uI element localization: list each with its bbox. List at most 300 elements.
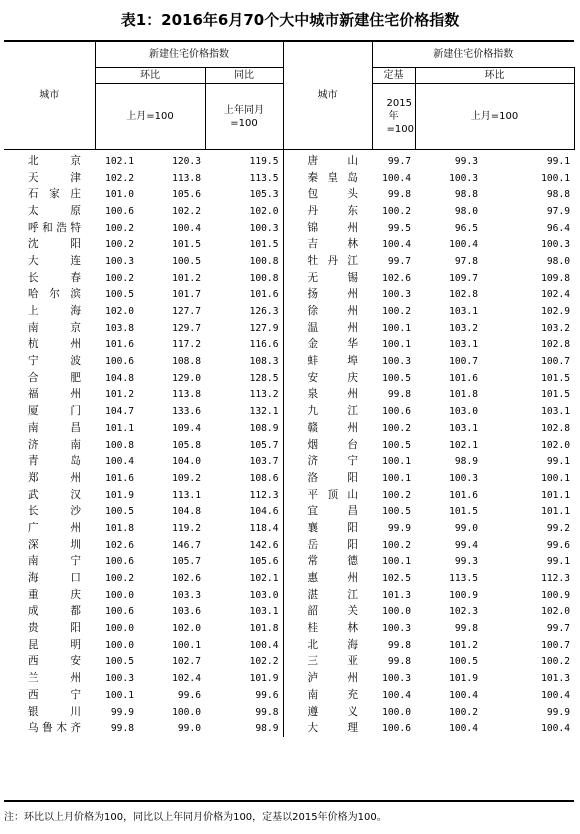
city-cell: 宜昌: [283, 503, 372, 520]
city-cell: 成都: [28, 605, 81, 618]
city-cell: 南昌: [28, 421, 81, 434]
yoy-cell: 101.7: [172, 289, 201, 301]
mom-cell: 100.2: [105, 573, 134, 585]
city-cell: 青岛: [28, 455, 81, 468]
mom-cell: 100.5: [105, 656, 134, 668]
yoy-cell: 102.4: [172, 673, 201, 685]
mom-cell: 100.0: [105, 639, 134, 651]
city-cell: 泸州: [283, 670, 372, 687]
table-body: [4, 150, 574, 738]
city-cell: 银川: [28, 705, 81, 718]
city-cell: 三亚: [283, 654, 372, 671]
col-header-city-right: 城市: [283, 42, 372, 150]
city-cell: 长沙: [28, 505, 81, 518]
mom-cell: 101.6: [105, 472, 134, 484]
mom-cell: 99.7: [387, 155, 411, 167]
table-row: [4, 587, 574, 604]
yoy-cell: 103.1: [449, 422, 478, 434]
fixed-cell: 113.5: [249, 172, 279, 184]
price-index-table: [4, 42, 574, 737]
table-row: [4, 687, 574, 704]
mom-cell: 100.2: [105, 272, 134, 284]
table-row: [4, 387, 574, 404]
yoy-cell: 117.2: [172, 339, 201, 351]
yoy-cell: 100.4: [449, 723, 478, 735]
yoy-cell: 100.4: [449, 689, 478, 701]
yoy-cell: 101.2: [172, 272, 201, 284]
mom-cell: 100.2: [105, 222, 134, 234]
mom-cell: 100.4: [382, 172, 411, 184]
mom-cell: 100.5: [382, 439, 411, 451]
yoy-cell: 100.9: [449, 589, 478, 601]
mom-cell: 102.1: [105, 155, 134, 167]
fixed-cell: 101.1: [541, 506, 571, 518]
city-cell: 襄阳: [283, 520, 372, 537]
yoy-cell: 99.0: [177, 723, 201, 735]
city-cell: 海口: [28, 572, 81, 585]
yoy-cell: 103.3: [172, 589, 201, 601]
fixed-cell: 99.9: [546, 706, 571, 718]
mom-cell: 99.8: [387, 639, 411, 651]
yoy-cell: 100.3: [449, 172, 478, 184]
fixed-cell: 105.6: [249, 556, 279, 568]
yoy-cell: 101.8: [449, 389, 478, 401]
table-row: [4, 570, 574, 587]
city-cell: 秦皇岛: [283, 170, 372, 187]
yoy-cell: 102.8: [449, 289, 478, 301]
yoy-cell: 98.8: [454, 189, 478, 201]
fixed-cell: 101.1: [541, 489, 571, 501]
mom-cell: 100.4: [105, 456, 134, 468]
fixed-cell: 101.5: [541, 389, 571, 401]
city-cell: 金华: [283, 337, 372, 354]
mom-cell: 100.3: [382, 623, 411, 635]
fixed-cell: 105.3: [249, 189, 279, 201]
table-row: [4, 537, 574, 554]
fixed-cell: 100.3: [249, 222, 279, 234]
table-row: [4, 637, 574, 654]
yoy-cell: 100.3: [449, 472, 478, 484]
fixed-cell: 101.9: [249, 673, 279, 685]
yoy-cell: 101.6: [449, 489, 478, 501]
fixed-cell: 101.5: [541, 372, 571, 384]
city-cell: 上海: [28, 305, 81, 318]
table-row: [4, 604, 574, 621]
mom-cell: 101.6: [105, 339, 134, 351]
city-cell: 沈阳: [28, 238, 81, 251]
fixed-cell: 101.6: [249, 289, 279, 301]
fixed-cell: 100.2: [541, 656, 571, 668]
mom-cell: 100.1: [382, 472, 411, 484]
table-row: [4, 170, 574, 187]
yoy-cell: 101.2: [449, 639, 478, 651]
mom-cell: 100.0: [382, 706, 411, 718]
mom-cell: 100.2: [382, 306, 411, 318]
table-title: 表1：2016年6月70个大中城市新建住宅价格指数: [120, 11, 460, 29]
city-cell: 洛阳: [283, 470, 372, 487]
mom-cell: 100.5: [105, 289, 134, 301]
city-cell: 南充: [283, 687, 372, 704]
col-group-header-right: 新建住宅价格指数: [372, 42, 574, 68]
fixed-cell: 105.7: [249, 439, 279, 451]
city-cell: 天津: [28, 171, 81, 184]
yoy-cell: 105.6: [172, 189, 201, 201]
yoy-cell: 102.1: [449, 439, 478, 451]
fixed-cell: 108.3: [249, 356, 279, 368]
col-header-yoy-left: 同比: [205, 68, 283, 84]
fixed-cell: 99.7: [546, 623, 571, 635]
mom-cell: 101.3: [382, 589, 411, 601]
yoy-cell: 98.0: [454, 205, 478, 217]
yoy-cell: 100.4: [172, 222, 201, 234]
fixed-cell: 103.0: [249, 589, 279, 601]
mom-cell: 100.3: [105, 255, 134, 267]
city-cell: 蚌埠: [283, 353, 372, 370]
yoy-cell: 96.5: [454, 222, 478, 234]
mom-cell: 100.2: [382, 422, 411, 434]
city-cell: 杭州: [28, 338, 81, 351]
yoy-cell: 100.1: [172, 639, 201, 651]
mom-cell: 103.8: [105, 322, 134, 334]
yoy-cell: 102.2: [172, 205, 201, 217]
city-cell: 厦门: [28, 405, 81, 418]
mom-cell: 100.1: [382, 556, 411, 568]
table-row: [4, 150, 574, 170]
city-cell: 牡丹江: [283, 253, 372, 270]
fixed-cell: 100.1: [541, 172, 571, 184]
yoy-cell: 113.8: [172, 172, 201, 184]
mom-cell: 104.7: [105, 406, 134, 418]
col-base-mom-left: 上月=100: [95, 84, 205, 150]
city-cell: 常德: [283, 554, 372, 571]
yoy-cell: 102.3: [449, 606, 478, 618]
city-cell: 包头: [283, 186, 372, 203]
yoy-cell: 103.6: [172, 606, 201, 618]
fixed-cell: 102.0: [249, 205, 279, 217]
fixed-cell: 100.1: [541, 472, 571, 484]
yoy-cell: 104.0: [172, 456, 201, 468]
mom-cell: 102.0: [105, 306, 134, 318]
city-cell: 桂林: [283, 620, 372, 637]
fixed-cell: 101.3: [541, 673, 571, 685]
yoy-cell: 104.8: [172, 506, 201, 518]
mom-cell: 100.2: [382, 489, 411, 501]
fixed-cell: 128.5: [249, 372, 279, 384]
city-cell: 南宁: [28, 555, 81, 568]
city-cell: 徐州: [283, 303, 372, 320]
fixed-cell: 100.8: [249, 255, 279, 267]
mom-cell: 99.8: [387, 189, 411, 201]
table-row: [4, 470, 574, 487]
col-header-mom-right: 环比: [415, 68, 574, 84]
city-cell: 烟台: [283, 437, 372, 454]
city-cell: 贵阳: [28, 622, 81, 635]
mom-cell: 100.3: [382, 289, 411, 301]
yoy-cell: 109.4: [172, 422, 201, 434]
col-header-mom-left: 环比: [95, 68, 205, 84]
col-header-city-left: 城市: [4, 42, 95, 150]
fixed-cell: 103.1: [541, 406, 571, 418]
fixed-cell: 99.6: [546, 539, 571, 551]
table-row: [4, 554, 574, 571]
fixed-cell: 99.1: [546, 456, 571, 468]
mom-cell: 100.5: [105, 506, 134, 518]
city-cell: 吉林: [283, 236, 372, 253]
yoy-cell: 109.2: [172, 472, 201, 484]
fixed-cell: 102.8: [541, 422, 571, 434]
fixed-cell: 102.4: [541, 289, 571, 301]
yoy-cell: 127.7: [172, 306, 201, 318]
yoy-cell: 100.5: [449, 656, 478, 668]
mom-cell: 102.6: [105, 539, 134, 551]
mom-cell: 100.1: [382, 322, 411, 334]
mom-cell: 100.3: [382, 673, 411, 685]
fixed-cell: 101.8: [249, 623, 279, 635]
yoy-cell: 99.3: [454, 155, 478, 167]
table-row: [4, 253, 574, 270]
yoy-cell: 119.2: [172, 522, 201, 534]
city-cell: 合肥: [28, 371, 81, 384]
city-cell: 乌鲁木齐: [28, 722, 81, 735]
mom-cell: 102.2: [105, 172, 134, 184]
table-row: [4, 720, 574, 737]
fixed-cell: 112.3: [541, 573, 571, 585]
table-row: [4, 670, 574, 687]
yoy-cell: 113.8: [172, 389, 201, 401]
city-cell: 惠州: [283, 570, 372, 587]
yoy-cell: 99.3: [454, 556, 478, 568]
city-cell: 韶关: [283, 604, 372, 621]
yoy-cell: 102.7: [172, 656, 201, 668]
table-row: [4, 370, 574, 387]
yoy-cell: 101.6: [449, 372, 478, 384]
city-cell: 大连: [28, 254, 81, 267]
fixed-cell: 127.9: [249, 322, 279, 334]
yoy-cell: 105.7: [172, 556, 201, 568]
fixed-cell: 99.2: [546, 522, 571, 534]
yoy-cell: 113.1: [172, 489, 201, 501]
mom-cell: 100.1: [382, 456, 411, 468]
yoy-cell: 120.3: [172, 155, 201, 167]
mom-cell: 100.6: [105, 606, 134, 618]
city-cell: 南京: [28, 321, 81, 334]
mom-cell: 101.0: [105, 189, 134, 201]
table-row: [4, 270, 574, 287]
fixed-cell: 99.1: [546, 155, 571, 167]
yoy-cell: 101.5: [449, 506, 478, 518]
fixed-cell: 108.9: [249, 422, 279, 434]
mom-cell: 99.9: [387, 522, 411, 534]
mom-cell: 100.4: [382, 239, 411, 251]
city-cell: 呼和浩特: [28, 221, 81, 234]
fixed-cell: 103.1: [249, 606, 279, 618]
mom-cell: 100.0: [382, 606, 411, 618]
mom-cell: 100.6: [382, 723, 411, 735]
mom-cell: 99.8: [387, 389, 411, 401]
footnote: 注：环比以上月价格为100，同比以上年同月价格为100，定基以2015年价格为100。: [4, 812, 387, 823]
yoy-cell: 103.1: [449, 339, 478, 351]
table-row: [4, 420, 574, 437]
table-row: [4, 203, 574, 220]
mom-cell: 101.8: [105, 522, 134, 534]
city-cell: 锦州: [283, 220, 372, 237]
yoy-cell: 99.4: [454, 539, 478, 551]
city-cell: 丹东: [283, 203, 372, 220]
fixed-cell: 99.6: [255, 689, 279, 701]
col-base-mom-right: 上月=100: [415, 84, 574, 150]
mom-cell: 100.5: [382, 506, 411, 518]
city-cell: 大理: [283, 720, 372, 737]
fixed-cell: 102.1: [249, 573, 279, 585]
fixed-cell: 113.2: [249, 389, 279, 401]
city-cell: 西宁: [28, 688, 81, 701]
city-cell: 九江: [283, 403, 372, 420]
mom-cell: 104.8: [105, 372, 134, 384]
table-row: [4, 704, 574, 721]
fixed-cell: 102.2: [249, 656, 279, 668]
mom-cell: 102.6: [382, 272, 411, 284]
mom-cell: 100.1: [382, 339, 411, 351]
mom-cell: 100.0: [105, 623, 134, 635]
city-cell: 扬州: [283, 287, 372, 304]
yoy-cell: 101.9: [449, 673, 478, 685]
fixed-cell: 100.7: [541, 356, 571, 368]
fixed-cell: 100.9: [541, 589, 571, 601]
city-cell: 赣州: [283, 420, 372, 437]
city-cell: 北海: [283, 637, 372, 654]
yoy-cell: 105.8: [172, 439, 201, 451]
yoy-cell: 100.5: [172, 255, 201, 267]
mom-cell: 100.2: [105, 239, 134, 251]
city-cell: 北京: [28, 154, 81, 167]
fixed-cell: 119.5: [249, 155, 279, 167]
mom-cell: 100.8: [105, 439, 134, 451]
yoy-cell: 129.7: [172, 322, 201, 334]
yoy-cell: 103.2: [449, 322, 478, 334]
yoy-cell: 100.4: [449, 239, 478, 251]
mom-cell: 100.6: [382, 406, 411, 418]
fixed-cell: 98.0: [546, 255, 571, 267]
fixed-cell: 99.1: [546, 556, 571, 568]
fixed-cell: 98.8: [546, 189, 571, 201]
fixed-cell: 112.3: [249, 489, 279, 501]
mom-cell: 99.8: [387, 656, 411, 668]
city-cell: 安庆: [283, 370, 372, 387]
city-cell: 湛江: [283, 587, 372, 604]
fixed-cell: 100.3: [541, 239, 571, 251]
fixed-cell: 126.3: [249, 306, 279, 318]
fixed-cell: 132.1: [249, 406, 279, 418]
mom-cell: 99.5: [387, 222, 411, 234]
city-cell: 石家庄: [28, 188, 81, 201]
city-cell: 泉州: [283, 387, 372, 404]
mom-cell: 100.1: [105, 689, 134, 701]
city-cell: 济宁: [283, 453, 372, 470]
fixed-cell: 100.4: [541, 689, 571, 701]
city-cell: 平顶山: [283, 487, 372, 504]
table-header: [4, 42, 574, 150]
yoy-cell: 113.5: [449, 573, 478, 585]
fixed-cell: 104.6: [249, 506, 279, 518]
yoy-cell: 103.0: [449, 406, 478, 418]
mom-cell: 100.2: [382, 539, 411, 551]
fixed-cell: 102.9: [541, 306, 571, 318]
fixed-cell: 142.6: [249, 539, 279, 551]
fixed-cell: 102.0: [541, 606, 571, 618]
yoy-cell: 101.5: [172, 239, 201, 251]
fixed-cell: 103.2: [541, 322, 571, 334]
city-cell: 昆明: [28, 638, 81, 651]
bottom-rule: [4, 800, 574, 802]
fixed-cell: 102.8: [541, 339, 571, 351]
table-row: [4, 186, 574, 203]
city-cell: 温州: [283, 320, 372, 337]
fixed-cell: 100.7: [541, 639, 571, 651]
table-row: [4, 220, 574, 237]
mom-cell: 99.8: [110, 723, 134, 735]
mom-cell: 100.6: [105, 205, 134, 217]
city-cell: 广州: [28, 521, 81, 534]
city-cell: 哈尔滨: [28, 288, 81, 301]
fixed-cell: 97.9: [546, 205, 571, 217]
fixed-cell: 116.6: [249, 339, 279, 351]
mom-cell: 100.3: [105, 673, 134, 685]
fixed-cell: 103.7: [249, 456, 279, 468]
city-cell: 唐山: [283, 150, 372, 170]
col-group-header-left: 新建住宅价格指数: [95, 42, 283, 68]
city-cell: 武汉: [28, 488, 81, 501]
col-header-fixed-left: 定基: [372, 68, 415, 84]
city-cell: 长春: [28, 271, 81, 284]
col-base-yoy-left: 上年同月=100: [205, 84, 283, 150]
mom-cell: 101.1: [105, 422, 134, 434]
table-row: [4, 320, 574, 337]
mom-cell: 100.6: [105, 556, 134, 568]
city-cell: 宁波: [28, 355, 81, 368]
mom-cell: 100.2: [382, 205, 411, 217]
fixed-cell: 100.4: [541, 723, 571, 735]
table-row: [4, 654, 574, 671]
city-cell: 郑州: [28, 471, 81, 484]
fixed-cell: 100.8: [249, 272, 279, 284]
fixed-cell: 108.6: [249, 472, 279, 484]
mom-cell: 100.0: [105, 589, 134, 601]
city-cell: 岳阳: [283, 537, 372, 554]
yoy-cell: 100.2: [449, 706, 478, 718]
mom-cell: 101.2: [105, 389, 134, 401]
yoy-cell: 102.6: [172, 573, 201, 585]
table-row: [4, 503, 574, 520]
mom-cell: 100.5: [382, 372, 411, 384]
mom-cell: 100.6: [105, 356, 134, 368]
yoy-cell: 129.0: [172, 372, 201, 384]
table-row: [4, 437, 574, 454]
city-cell: 深圳: [28, 538, 81, 551]
table-row: [4, 620, 574, 637]
fixed-cell: 98.9: [255, 723, 279, 735]
city-cell: 西安: [28, 655, 81, 668]
yoy-cell: 99.8: [454, 623, 478, 635]
city-cell: 重庆: [28, 588, 81, 601]
table-row: [4, 337, 574, 354]
fixed-cell: 99.8: [255, 706, 279, 718]
city-cell: 济南: [28, 438, 81, 451]
mom-cell: 99.9: [110, 706, 134, 718]
table-row: [4, 236, 574, 253]
yoy-cell: 146.7: [172, 539, 201, 551]
yoy-cell: 99.6: [177, 689, 201, 701]
yoy-cell: 109.7: [449, 272, 478, 284]
